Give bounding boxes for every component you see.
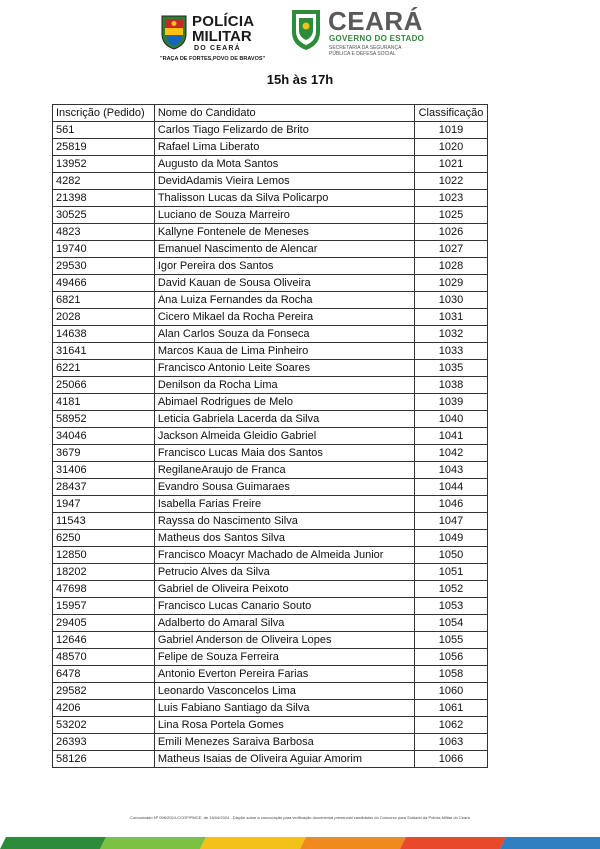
cell-classificacao: 1055 [415,632,488,649]
cell-inscricao: 4282 [53,173,155,190]
cell-inscricao: 18202 [53,564,155,581]
table-row [53,598,488,615]
cell-inscricao: 58126 [53,751,155,768]
table-row [53,649,488,666]
cell-nome: Gabriel Anderson de Oliveira Lopes [154,632,414,649]
cell-nome: Petrucio Alves da Silva [154,564,414,581]
cell-nome: Francisco Antonio Leite Soares [154,360,414,377]
table-row [53,751,488,768]
cell-inscricao: 29530 [53,258,155,275]
ceara-title: CEARÁ [328,6,423,36]
table-row [53,207,488,224]
cell-classificacao: 1054 [415,615,488,632]
cell-nome: RegilaneAraujo de Franca [154,462,414,479]
table-row [53,224,488,241]
cell-nome: Isabella Farias Freire [154,496,414,513]
table-row [53,292,488,309]
cell-classificacao: 1030 [415,292,488,309]
cell-inscricao: 31641 [53,343,155,360]
table-row [53,632,488,649]
cell-classificacao: 1052 [415,581,488,598]
cell-nome: Emanuel Nascimento de Alencar [154,241,414,258]
pmce-name-line3: DO CEARÁ [194,45,241,52]
stripe-segment [200,837,306,849]
table-row [53,717,488,734]
cell-classificacao: 1027 [415,241,488,258]
table-row [53,428,488,445]
table-row [53,700,488,717]
ceara-secretaria-line1: SECRETARIA DA SEGURANÇA [329,45,402,51]
table-row [53,734,488,751]
cell-nome: Lina Rosa Portela Gomes [154,717,414,734]
cell-classificacao: 1060 [415,683,488,700]
pmce-motto: "RAÇA DE FORTES,POVO DE BRAVOS" [160,56,266,62]
table-header-row [53,105,488,122]
pmce-name-line2: MILITAR [192,28,252,45]
table-row [53,241,488,258]
cell-nome: Alan Carlos Souza da Fonseca [154,326,414,343]
table-row [53,530,488,547]
cell-nome: Emili Menezes Saraiva Barbosa [154,734,414,751]
stripe-segment [300,837,406,849]
cell-nome: Abimael Rodrigues de Melo [154,394,414,411]
stripe-segment [100,837,206,849]
cell-nome: Evandro Sousa Guimaraes [154,479,414,496]
cell-nome: Matheus dos Santos Silva [154,530,414,547]
footer-color-stripe [0,837,600,849]
cell-classificacao: 1044 [415,479,488,496]
cell-nome: Felipe de Souza Ferreira [154,649,414,666]
cell-nome: Matheus Isaias de Oliveira Aguiar Amorim [154,751,414,768]
cell-classificacao: 1051 [415,564,488,581]
table-row [53,615,488,632]
cell-inscricao: 49466 [53,275,155,292]
cell-nome: Igor Pereira dos Santos [154,258,414,275]
cell-nome: Augusto da Mota Santos [154,156,414,173]
table-row [53,496,488,513]
cell-inscricao: 28437 [53,479,155,496]
cell-classificacao: 1047 [415,513,488,530]
cell-inscricao: 6250 [53,530,155,547]
cell-classificacao: 1066 [415,751,488,768]
candidates-table [52,104,488,768]
table-row [53,377,488,394]
cell-inscricao: 53202 [53,717,155,734]
table-row [53,258,488,275]
cell-classificacao: 1031 [415,309,488,326]
table-row [53,360,488,377]
cell-nome: Cicero Mikael da Rocha Pereira [154,309,414,326]
cell-inscricao: 25066 [53,377,155,394]
cell-inscricao: 29582 [53,683,155,700]
cell-inscricao: 14638 [53,326,155,343]
cell-inscricao: 3679 [53,445,155,462]
table-row [53,683,488,700]
cell-nome: Adalberto do Amaral Silva [154,615,414,632]
table-row [53,156,488,173]
cell-inscricao: 12646 [53,632,155,649]
table-row [53,564,488,581]
cell-inscricao: 15957 [53,598,155,615]
cell-nome: Francisco Lucas Maia dos Santos [154,445,414,462]
table-row [53,445,488,462]
table-row [53,173,488,190]
cell-inscricao: 13952 [53,156,155,173]
header-nome: Nome do Candidato [154,105,414,122]
cell-classificacao: 1022 [415,173,488,190]
page-header [0,8,600,68]
cell-inscricao: 31406 [53,462,155,479]
cell-nome: Luciano de Souza Marreiro [154,207,414,224]
table-row [53,394,488,411]
cell-classificacao: 1035 [415,360,488,377]
ceara-secretaria-line2: PÚBLICA E DEFESA SOCIAL [329,51,396,57]
table-row [53,581,488,598]
pmce-shield-icon [160,14,188,50]
cell-classificacao: 1053 [415,598,488,615]
cell-classificacao: 1029 [415,275,488,292]
cell-classificacao: 1041 [415,428,488,445]
stripe-segment [400,837,506,849]
table-row [53,411,488,428]
cell-nome: Leonardo Vasconcelos Lima [154,683,414,700]
table-row [53,666,488,683]
cell-classificacao: 1061 [415,700,488,717]
cell-nome: Kallyne Fontenele de Meneses [154,224,414,241]
cell-classificacao: 1063 [415,734,488,751]
stripe-segment [0,837,106,849]
cell-inscricao: 6821 [53,292,155,309]
table-row [53,547,488,564]
table-row [53,479,488,496]
stripe-segment [500,837,600,849]
cell-inscricao: 47698 [53,581,155,598]
pmce-name-line1: POLÍCIA [192,13,255,30]
cell-classificacao: 1039 [415,394,488,411]
table-row [53,122,488,139]
cell-classificacao: 1023 [415,190,488,207]
cell-classificacao: 1056 [415,649,488,666]
cell-classificacao: 1021 [415,156,488,173]
table-row [53,139,488,156]
cell-nome: Thalisson Lucas da Silva Policarpo [154,190,414,207]
table-body [53,122,488,768]
footer-note: Comunicado Nº 098/2024-CCOP/PMCE, de 15/04/2024 - Dispõe sobre a convocação para verificação documental presencial candidatos do Concurso para Soldado da Polícia Militar do Ceará [130,815,470,820]
cell-inscricao: 34046 [53,428,155,445]
cell-classificacao: 1025 [415,207,488,224]
cell-nome: Ana Luiza Fernandes da Rocha [154,292,414,309]
cell-nome: Francisco Moacyr Machado de Almeida Junior [154,547,414,564]
table-row [53,343,488,360]
cell-nome: Denilson da Rocha Lima [154,377,414,394]
time-slot-title: 15h às 17h [266,72,334,87]
table-row [53,309,488,326]
cell-classificacao: 1040 [415,411,488,428]
cell-inscricao: 4181 [53,394,155,411]
ceara-subtitle: GOVERNO DO ESTADO [329,34,425,43]
cell-classificacao: 1032 [415,326,488,343]
cell-nome: Marcos Kaua de Lima Pinheiro [154,343,414,360]
cell-nome: Rafael Lima Liberato [154,139,414,156]
governo-ceara-logo [288,8,448,68]
cell-classificacao: 1019 [415,122,488,139]
cell-classificacao: 1038 [415,377,488,394]
cell-inscricao: 6478 [53,666,155,683]
cell-nome: Antonio Everton Pereira Farias [154,666,414,683]
header-classificacao: Classificação [415,105,488,122]
cell-inscricao: 4823 [53,224,155,241]
cell-inscricao: 21398 [53,190,155,207]
cell-classificacao: 1049 [415,530,488,547]
cell-classificacao: 1046 [415,496,488,513]
table-row [53,190,488,207]
cell-classificacao: 1062 [415,717,488,734]
cell-nome: Jackson Almeida Gleidio Gabriel [154,428,414,445]
ceara-emblem-icon [288,8,324,52]
cell-inscricao: 2028 [53,309,155,326]
cell-classificacao: 1026 [415,224,488,241]
cell-nome: Rayssa do Nascimento Silva [154,513,414,530]
cell-inscricao: 29405 [53,615,155,632]
cell-classificacao: 1058 [415,666,488,683]
pmce-logo [160,12,270,68]
cell-inscricao: 58952 [53,411,155,428]
cell-classificacao: 1043 [415,462,488,479]
cell-classificacao: 1033 [415,343,488,360]
cell-inscricao: 30525 [53,207,155,224]
table-row [53,275,488,292]
cell-inscricao: 26393 [53,734,155,751]
cell-inscricao: 1947 [53,496,155,513]
cell-classificacao: 1042 [415,445,488,462]
cell-classificacao: 1028 [415,258,488,275]
cell-inscricao: 19740 [53,241,155,258]
cell-nome: David Kauan de Sousa Oliveira [154,275,414,292]
cell-inscricao: 4206 [53,700,155,717]
cell-classificacao: 1050 [415,547,488,564]
table-row [53,326,488,343]
cell-inscricao: 561 [53,122,155,139]
cell-nome: Carlos Tiago Felizardo de Brito [154,122,414,139]
cell-classificacao: 1020 [415,139,488,156]
cell-nome: DevidAdamis Vieira Lemos [154,173,414,190]
table-row [53,462,488,479]
header-inscricao: Inscrição (Pedido) [53,105,155,122]
cell-inscricao: 12850 [53,547,155,564]
cell-inscricao: 48570 [53,649,155,666]
cell-inscricao: 6221 [53,360,155,377]
cell-nome: Leticia Gabriela Lacerda da Silva [154,411,414,428]
cell-nome: Francisco Lucas Canario Souto [154,598,414,615]
cell-nome: Luis Fabiano Santiago da Silva [154,700,414,717]
cell-inscricao: 25819 [53,139,155,156]
table-row [53,513,488,530]
cell-inscricao: 11543 [53,513,155,530]
cell-nome: Gabriel de Oliveira Peixoto [154,581,414,598]
